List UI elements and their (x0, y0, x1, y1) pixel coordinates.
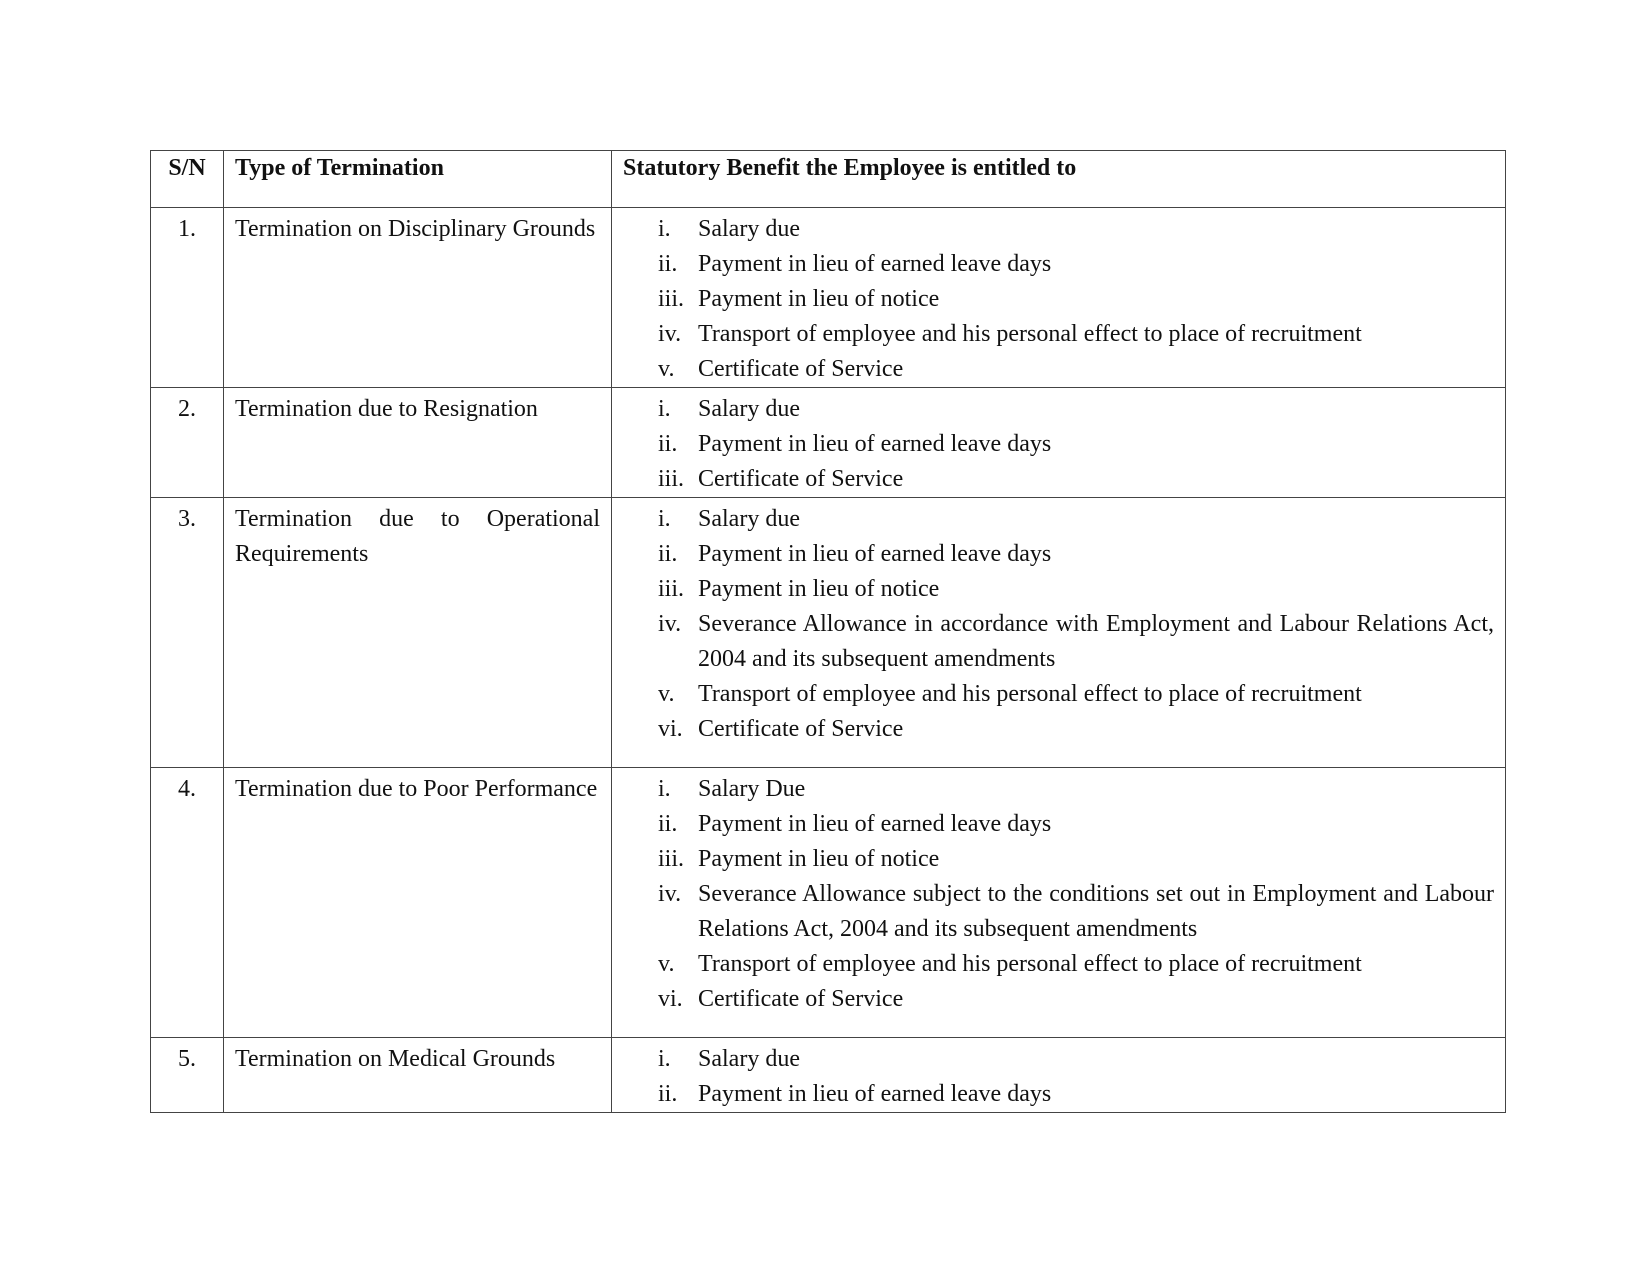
row-sn: 2. (151, 388, 224, 498)
benefit-item (612, 1042, 1494, 1077)
row-benefits (612, 208, 1506, 388)
benefit-number: ii. (658, 431, 678, 457)
benefit-text: Salary due (698, 506, 800, 532)
benefit-item (612, 677, 1494, 712)
benefit-number: i. (658, 506, 671, 532)
benefit-list (612, 212, 1494, 387)
benefit-text: Salary due (698, 216, 800, 242)
benefit-item (612, 502, 1494, 537)
benefit-item (612, 947, 1494, 982)
termination-benefits-table (150, 150, 1506, 1113)
row-sn: 3. (151, 498, 224, 768)
benefit-item (612, 572, 1494, 607)
benefit-item (612, 317, 1494, 352)
benefit-text: Payment in lieu of earned leave days (698, 1081, 1052, 1107)
row-termination-type: Termination due to Resignation (224, 388, 612, 498)
table-row (151, 768, 1506, 1038)
benefit-text: Payment in lieu of earned leave days (698, 251, 1052, 277)
benefit-number: ii. (658, 251, 678, 277)
table-row (151, 208, 1506, 388)
benefit-item (612, 607, 1494, 677)
table-body (151, 208, 1506, 1113)
benefit-text: Certificate of Service (698, 466, 904, 492)
benefit-text: Payment in lieu of earned leave days (698, 811, 1052, 837)
benefit-text: Certificate of Service (698, 356, 904, 382)
benefit-number: iv. (658, 321, 682, 347)
benefit-number: iii. (658, 846, 685, 872)
benefit-item (612, 247, 1494, 282)
benefit-number: ii. (658, 1081, 678, 1107)
row-benefits (612, 1038, 1506, 1113)
benefit-item (612, 352, 1494, 387)
benefit-number: ii. (658, 811, 678, 837)
row-benefits (612, 768, 1506, 1038)
benefit-text: Transport of employee and his personal effect to place of recruitment (698, 951, 1362, 977)
benefit-number: iv. (658, 881, 682, 907)
row-termination-type: Termination on Disciplinary Grounds (224, 208, 612, 388)
benefit-item (612, 427, 1494, 462)
benefit-item (612, 807, 1494, 842)
benefit-item (612, 462, 1494, 497)
benefit-text: Severance Allowance in accordance with Employment and Labour Relations Act, 2004 and its subsequent amendments (698, 611, 1494, 672)
header-statutory-benefit: Statutory Benefit the Employee is entitled to (612, 151, 1506, 208)
benefit-number: i. (658, 216, 671, 242)
benefit-text: Payment in lieu of notice (698, 576, 940, 602)
benefit-text: Certificate of Service (698, 716, 904, 742)
table-header-row (151, 151, 1506, 208)
header-type-of-termination: Type of Termination (224, 151, 612, 208)
benefit-text: Payment in lieu of notice (698, 846, 940, 872)
benefit-item (612, 772, 1494, 807)
benefit-text: Transport of employee and his personal effect to place of recruitment (698, 681, 1362, 707)
benefit-number: i. (658, 396, 671, 422)
benefit-text: Salary due (698, 396, 800, 422)
benefit-number: iv. (658, 611, 682, 637)
benefit-number: i. (658, 1046, 671, 1072)
benefit-item (612, 392, 1494, 427)
benefit-number: iii. (658, 286, 685, 312)
row-sn: 4. (151, 768, 224, 1038)
row-sn: 5. (151, 1038, 224, 1113)
benefit-number: v. (658, 681, 675, 707)
benefit-number: i. (658, 776, 671, 802)
benefit-item (612, 712, 1494, 747)
benefit-text: Payment in lieu of earned leave days (698, 541, 1052, 567)
row-termination-type: Termination due to Poor Performance (224, 768, 612, 1038)
benefit-text: Payment in lieu of notice (698, 286, 940, 312)
table-row (151, 498, 1506, 768)
benefit-item (612, 877, 1494, 947)
table-row (151, 388, 1506, 498)
row-termination-type: Termination on Medical Grounds (224, 1038, 612, 1113)
benefit-item (612, 842, 1494, 877)
benefit-text: Certificate of Service (698, 986, 904, 1012)
benefit-number: vi. (658, 986, 683, 1012)
header-sn: S/N (151, 151, 224, 208)
row-termination-type: Termination due to Operational Requirements (224, 498, 612, 768)
benefit-item (612, 282, 1494, 317)
benefit-list (612, 392, 1494, 497)
benefit-text: Transport of employee and his personal effect to place of recruitment (698, 321, 1362, 347)
benefit-number: ii. (658, 541, 678, 567)
benefit-item (612, 982, 1494, 1017)
row-benefits (612, 498, 1506, 768)
benefit-number: iii. (658, 576, 685, 602)
benefit-list (612, 772, 1494, 1017)
benefit-text: Payment in lieu of earned leave days (698, 431, 1052, 457)
benefit-number: iii. (658, 466, 685, 492)
benefit-text: Salary due (698, 1046, 800, 1072)
benefit-text: Severance Allowance subject to the conditions set out in Employment and Labour Relations Act, 2004 and its subsequent amendments (698, 881, 1494, 942)
benefit-list (612, 502, 1494, 747)
table-row (151, 1038, 1506, 1113)
row-sn: 1. (151, 208, 224, 388)
benefit-text: Salary Due (698, 776, 806, 802)
benefit-item (612, 1077, 1494, 1112)
benefit-number: v. (658, 951, 675, 977)
benefit-item (612, 537, 1494, 572)
benefit-item (612, 212, 1494, 247)
benefit-number: v. (658, 356, 675, 382)
benefit-number: vi. (658, 716, 683, 742)
row-benefits (612, 388, 1506, 498)
benefit-list (612, 1042, 1494, 1112)
